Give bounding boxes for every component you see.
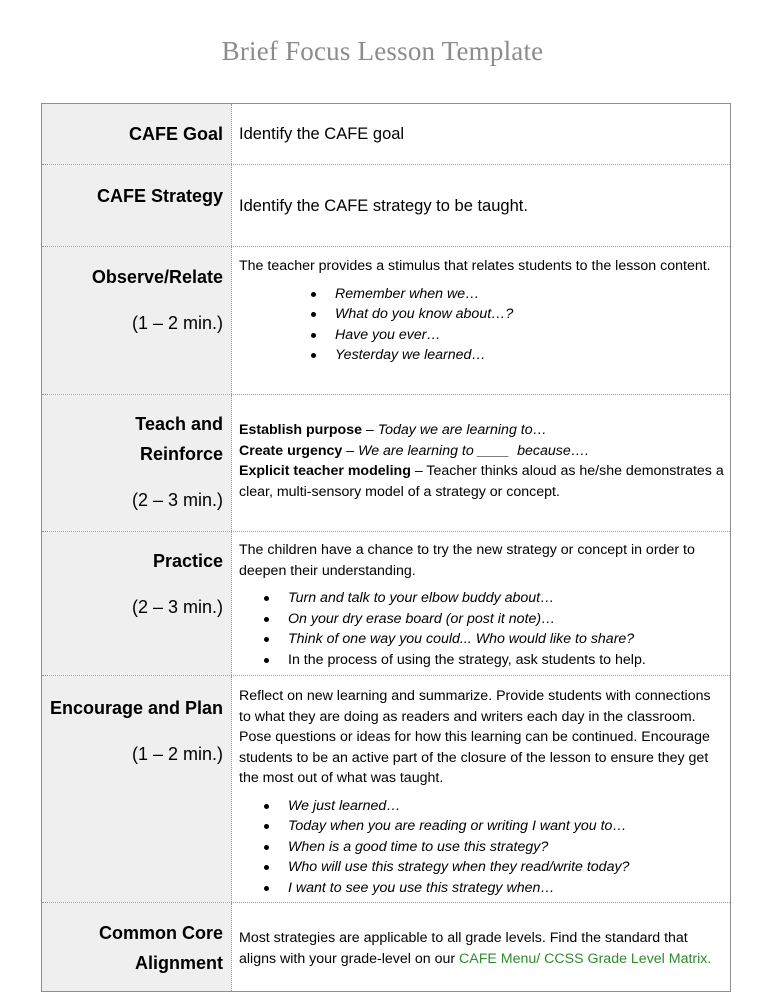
- observe-text: The teacher provides a stimulus that relates students to the lesson content.: [239, 258, 711, 274]
- row-cafe-strategy: [42, 165, 730, 247]
- content-cell: [232, 247, 730, 394]
- list-item: I want to see you use this strategy when…: [239, 878, 724, 899]
- row-label: Encourage and Plan: [49, 698, 223, 718]
- purpose-line: [239, 420, 724, 441]
- row-practice: [42, 532, 730, 676]
- modeling-text: – Teacher thinks aloud as he/she demonstrates a clear, multi-sensory model of a strategy or concept.: [239, 463, 724, 500]
- label-cell: [42, 395, 232, 531]
- encourage-text: Reflect on new learning and summarize. Provide students with connections to what they are doing as readers and writers each day in the classroom. Pose questions or ideas for how this learning can be continued. Encourage students to be an active part of the closure of the lesson to ensure they get the most out of what was taught.: [239, 688, 711, 786]
- row-label: Observe/Relate: [91, 267, 223, 287]
- prompt-list: [239, 284, 724, 366]
- list-item: Remember when we…: [239, 284, 724, 305]
- page-title: Brief Focus Lesson Template: [221, 36, 544, 66]
- list-item: What do you know about…?: [239, 304, 724, 325]
- label-cell: [42, 903, 232, 991]
- row-observe-relate: [42, 247, 730, 395]
- purpose-label: Establish purpose: [239, 422, 362, 438]
- core-end: .: [707, 950, 712, 967]
- list-item: Think of one way you could... Who would like to share?: [239, 629, 724, 650]
- label-cell: [42, 104, 232, 164]
- row-teach-reinforce: [42, 395, 730, 532]
- list-item: On your dry erase board (or post it note)…: [239, 609, 724, 630]
- cafe-matrix-link[interactable]: CAFE Menu/ CCSS Grade Level Matrix: [459, 950, 708, 967]
- time-estimate: (1 – 2 min.): [131, 744, 223, 764]
- content-cell: [232, 676, 730, 902]
- list-item: Yesterday we learned…: [239, 345, 724, 366]
- purpose-dash: –: [361, 422, 378, 438]
- row-encourage-plan: [42, 676, 730, 903]
- urgency-line: [239, 441, 724, 462]
- list-item: We just learned…: [239, 796, 724, 817]
- list-item: Today when you are reading or writing I want you to…: [239, 816, 724, 837]
- strategy-text: Identify the CAFE strategy to be taught.: [239, 197, 528, 215]
- content-cell: [232, 165, 730, 246]
- content-cell: [232, 395, 730, 531]
- time-estimate: (2 – 3 min.): [131, 597, 223, 617]
- urgency-label: Create urgency: [239, 442, 343, 459]
- row-label: Teach and: [135, 414, 223, 434]
- prompt-list: [239, 796, 724, 899]
- label-cell: [42, 247, 232, 394]
- row-label: CAFE Strategy: [96, 186, 223, 206]
- row-common-core: [42, 903, 730, 991]
- urgency-dash: –: [342, 442, 359, 459]
- row-label: Alignment: [135, 953, 223, 973]
- label-cell: [42, 676, 232, 902]
- content-cell: [232, 903, 730, 991]
- label-cell: [42, 165, 232, 246]
- practice-text: The children have a chance to try the new strategy or concept in order to deepen their understanding.: [239, 542, 695, 579]
- row-label: Practice: [152, 551, 223, 571]
- time-estimate: (1 – 2 min.): [131, 313, 223, 333]
- row-label: Common Core: [98, 923, 223, 943]
- core-body: Most strategies are applicable to all grade levels. Find the standard that aligns with your grade-level on our: [239, 930, 688, 967]
- modeling-label: Explicit teacher modeling: [239, 463, 411, 479]
- urgency-text: We are learning to ____ because….: [358, 442, 589, 459]
- label-cell: [42, 532, 232, 675]
- modeling-line: [239, 461, 724, 502]
- row-cafe-goal: [42, 104, 730, 165]
- row-label: Reinforce: [139, 444, 223, 464]
- core-text: [239, 928, 724, 969]
- content-cell: [232, 104, 730, 164]
- row-label: CAFE Goal: [128, 124, 223, 144]
- list-item: Turn and talk to your elbow buddy about…: [239, 588, 724, 609]
- time-estimate: (2 – 3 min.): [131, 490, 223, 510]
- prompt-list: [239, 588, 724, 670]
- list-item: Have you ever…: [239, 325, 724, 346]
- list-item: Who will use this strategy when they read/write today?: [239, 857, 724, 878]
- content-cell: [232, 532, 730, 675]
- list-item: When is a good time to use this strategy?: [239, 837, 724, 858]
- purpose-text: Today we are learning to…: [377, 422, 547, 438]
- lesson-table: [41, 103, 731, 992]
- goal-text: Identify the CAFE goal: [239, 125, 405, 143]
- list-item: In the process of using the strategy, ask students to help.: [239, 650, 724, 671]
